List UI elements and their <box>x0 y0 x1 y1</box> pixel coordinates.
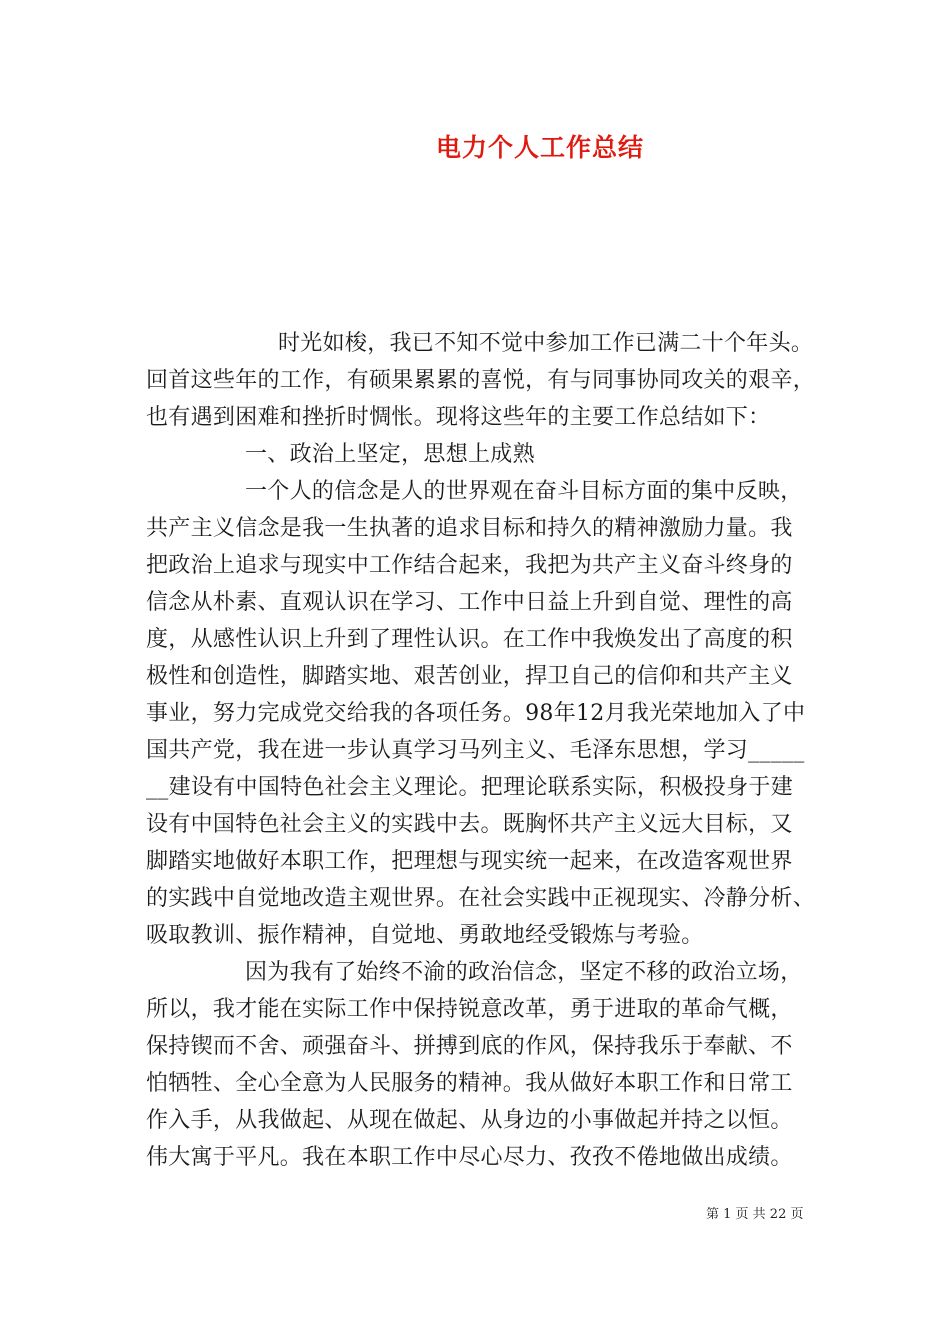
page-number: 第 1 页 共 22 页 <box>706 1207 804 1222</box>
document-title: 电力个人工作总结 <box>435 133 644 162</box>
body-line: 把政治上追求与现实中工作结合起来，我把为共产主义奋斗终身的 <box>146 553 793 578</box>
body-line: 吸取教训、振作精神，自觉地、勇敢地经受锻炼与考验。 <box>146 923 704 948</box>
body-line: 保持锲而不舍、顽强奋斗、拼搏到底的作风，保持我乐于奉献、不 <box>146 1034 793 1059</box>
body-line: 也有遇到困难和挫折时惆怅。现将这些年的主要工作总结如下： <box>146 405 771 430</box>
body-line: 伟大寓于平凡。我在本职工作中尽心尽力、孜孜不倦地做出成绩。 <box>146 1145 793 1170</box>
body-line: 的实践中自觉地改造主观世界。在社会实践中正视现实、冷静分析、 <box>146 886 816 911</box>
body-line: 所以，我才能在实际工作中保持锐意改革，勇于进取的革命气概， <box>146 997 793 1022</box>
body-line: 事业，努力完成党交给我的各项任务。98年12月我光荣地加入了中 <box>146 701 806 726</box>
body-line: 国共产党，我在进一步认真学习马列主义、毛泽东思想，学习_____ <box>146 738 805 763</box>
body-line: __建设有中国特色社会主义理论。把理论联系实际，积极投身于建 <box>146 775 794 800</box>
body-line: 因为我有了始终不渝的政治信念，坚定不移的政治立场， <box>245 960 803 985</box>
body-line: 信念从朴素、直观认识在学习、工作中日益上升到自觉、理性的高 <box>146 590 793 615</box>
body-line: 共产主义信念是我一生执著的追求目标和持久的精神激励力量。我 <box>146 516 793 541</box>
body-line: 回首这些年的工作，有硕果累累的喜悦，有与同事协同攻关的艰辛， <box>146 368 816 393</box>
section-heading: 一、政治上坚定，思想上成熟 <box>245 442 535 467</box>
body-line: 一个人的信念是人的世界观在奋斗目标方面的集中反映， <box>245 479 803 504</box>
body-line: 时光如梭，我已不知不觉中参加工作已满二十个年头。 <box>278 331 814 356</box>
body-line: 度，从感性认识上升到了理性认识。在工作中我焕发出了高度的积 <box>146 627 793 652</box>
body-line: 怕牺牲、全心全意为人民服务的精神。我从做好本职工作和日常工 <box>146 1071 793 1096</box>
body-line: 设有中国特色社会主义的实践中去。既胸怀共产主义远大目标，又 <box>146 812 793 837</box>
body-line: 作入手，从我做起、从现在做起、从身边的小事做起并持之以恒。 <box>146 1108 793 1133</box>
body-line: 脚踏实地做好本职工作，把理想与现实统一起来，在改造客观世界 <box>146 849 793 874</box>
body-line: 极性和创造性，脚踏实地、艰苦创业，捍卫自己的信仰和共产主义 <box>146 664 793 689</box>
